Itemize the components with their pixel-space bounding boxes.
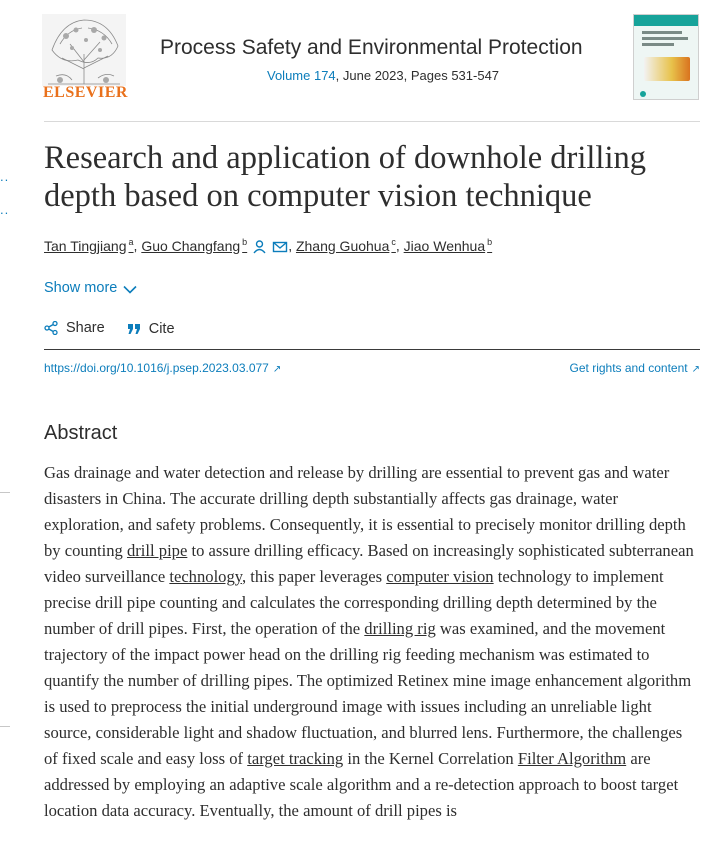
cite-label: Cite [148,321,175,337]
abstract-text: to assure drilling efficacy. Based on increasingly sophisticated subterranean video surveillance [44,541,694,586]
affiliation-marker: b [242,237,248,247]
doi-link[interactable] [44,361,281,375]
cover-image [644,57,690,81]
author-link[interactable] [296,238,396,254]
article-actions [44,320,193,339]
topic-link-drilling-rig[interactable]: drilling rig [364,619,436,638]
article-title: Research and application of downhole drilling depth based on computer vision technique [44,140,646,214]
author-separator: , [288,237,296,254]
abstract-text: technology to implement precise drill pipe counting and calculates the corresponding drilling depth determined by the number of drill pipes. First, the operation of the [44,567,664,638]
journal-issue-info [267,68,499,83]
publisher-name: ELSEVIER [43,84,128,101]
journal-title[interactable]: Process Safety and Environmental Protection [160,36,583,59]
chevron-down-icon [123,285,137,294]
topic-link-drill-pipe[interactable]: drill pipe [126,541,188,560]
email-icon[interactable] [272,240,288,254]
topic-link-technology[interactable]: technology [169,567,242,586]
abstract-text: in the Kernel Correlation [343,749,518,768]
header-divider [44,121,700,122]
journal-cover-thumbnail[interactable] [633,14,699,100]
side-panel-ellipsis: .. [0,169,10,184]
cover-title-bar [642,31,682,34]
share-label: Share [66,320,105,336]
author-link[interactable] [404,238,492,254]
author-name: Jiao Wenhua [403,237,486,254]
cover-title-bar [642,43,674,46]
topic-link-filter-algorithm[interactable]: Filter Algorithm [517,749,627,768]
abstract-body [44,460,698,824]
cover-logo [640,91,646,97]
external-link-icon: ↗ [272,364,282,375]
affiliation-marker: b [487,237,493,247]
share-icon [44,321,58,335]
side-panel-divider [0,492,10,493]
issue-pages: , June 2023, Pages 531-547 [335,68,500,83]
abstract-heading: Abstract [44,422,118,444]
share-button[interactable] [44,320,105,336]
author-name: Guo Changfang [141,237,241,254]
show-more-label: Show more [44,280,118,296]
abstract-text: , this paper leverages [242,567,387,586]
volume-link[interactable]: Volume 174 [267,68,336,83]
author-link[interactable] [44,238,134,254]
author-separator: , [395,237,404,254]
abstract-text: was examined, and the movement trajectory of the impact power head on the drilling rig feeding mechanism was estimated to quantify the number of drilling pipes. The optimized Retinex mine image enhancement algorithm is used to preprocess the initial underground image with issues including an unreliable light source, considerable light and shadow fluctuation, and blurred lens. Furthermore, the challenges of fixed scale and easy loss of [44,619,692,768]
show-more-button[interactable] [44,280,137,296]
author-name: Tan Tingjiang [44,237,127,254]
side-panel-divider [0,726,10,727]
topic-link-computer-vision[interactable]: computer vision [386,567,494,586]
external-link-icon: ↗ [691,364,700,375]
side-panel-ellipsis: .. [0,202,10,217]
cover-title-bar [642,37,688,40]
affiliation-marker: c [391,237,396,247]
abstract-text: Gas drainage and water detection and release by drilling are essential to prevent gas and water disasters in China. The accurate drilling depth substantially affects gas drainage, water exploration, and safety problems. Consequently, it is essential to precisely monitor drilling depth by counting [44,463,686,560]
author-link[interactable] [141,238,247,254]
cite-button[interactable] [127,321,175,337]
rights-text: Get rights and content [569,361,688,375]
quote-icon [127,323,141,335]
author-name: Zhang Guohua [295,237,390,254]
author-list [44,237,492,254]
author-separator: , [133,237,142,254]
topic-link-target-tracking[interactable]: target tracking [247,749,344,768]
rights-link[interactable] [570,361,700,375]
abstract-text: are addressed by employing an adaptive scale algorithm and a re-detection approach to boost target location data accuracy. Eventually, the amount of drill pipes is [44,749,679,820]
doi-divider [44,349,700,350]
affiliation-marker: a [128,237,134,247]
doi-text: https://doi.org/10.1016/j.psep.2023.03.077 [44,361,269,375]
person-icon[interactable] [252,239,267,254]
